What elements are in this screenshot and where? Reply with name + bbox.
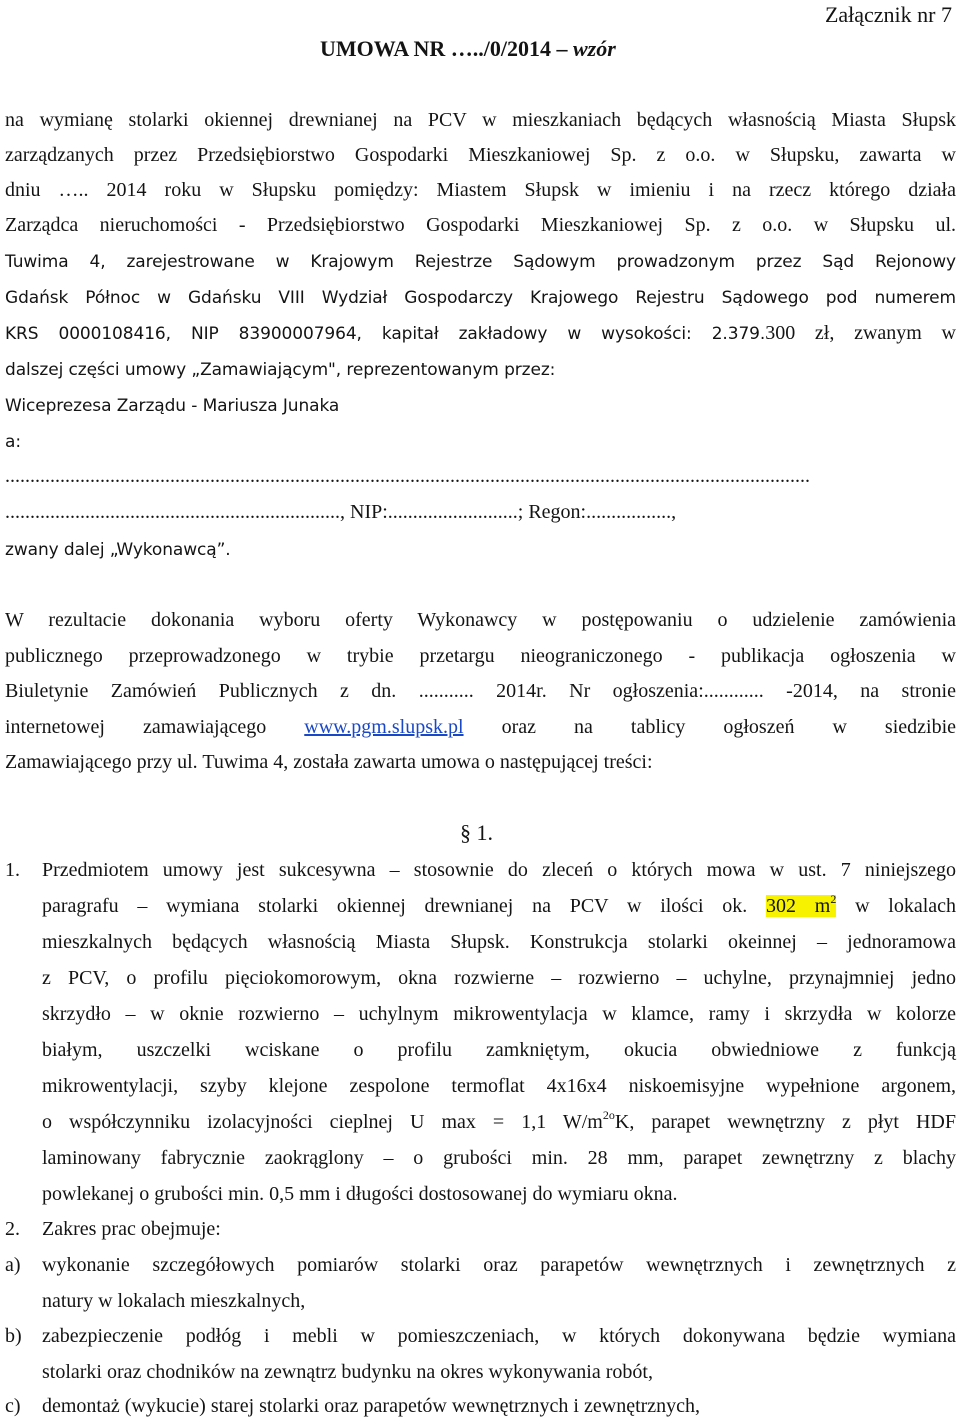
clause-line [42, 894, 956, 918]
clause-text: w lokalach [855, 895, 957, 917]
website-link[interactable]: www.pgm.slupsk.pl [304, 716, 464, 738]
intro-line: a: [5, 432, 21, 452]
intro-line: na wymianę stolarki okiennej drewnianej na PCV w mieszkaniach będących własnością Miasta Słupsk [5, 109, 956, 131]
result-line: Biuletynie Zamówień Publicznych z dn. ........... 2014r. Nr ogłoszenia:............ -2014, na stronie [5, 680, 956, 702]
clause-line: natury w lokalach mieszkalnych, [42, 1290, 306, 1312]
intro-line: Zarządca nieruchomości - Przedsiębiorstwo Gospodarki Mieszkaniowej Sp. z o.o. w Słupsku ul. [5, 214, 956, 236]
quantity-value: 302 m [766, 895, 831, 917]
clause-line [42, 1110, 956, 1134]
clause-text: paragrafu – wymiana stolarki okiennej drewnianej na PCV w ilości ok. [42, 895, 748, 917]
result-line: publicznego przeprowadzonego w trybie przetargu nieograniczonego - publikacja ogłoszenia w [5, 645, 956, 667]
intro-line [5, 321, 956, 346]
intro-line: Wiceprezesa Zarządu - Mariusza Junaka [5, 396, 340, 416]
clause-line: Zakres prac obejmuje: [42, 1218, 221, 1240]
quantity-unit-sup: 2 [830, 892, 837, 907]
intro-line: Gdańsk Północ w Gdańsku VIII Wydział Gospodarczy Krajowego Rejestru Sądowego pod numerem [5, 288, 956, 308]
result-text: oraz na tablicy ogłoszeń w siedzibie [501, 716, 957, 738]
list-number: 2. [5, 1218, 20, 1240]
clause-line: skrzydło – w oknie rozwierno – uchylnym mikrowentylacja w klamce, ramy i skrzydła w kolorze [42, 1003, 956, 1025]
clause-line: demontaż (wykucie) starej stolarki oraz parapetów wewnętrznych i zewnętrznych, [42, 1395, 701, 1417]
clause-line: białym, uszczelki wciskane o profilu zamkniętym, okucia obwiedniowe z funkcją [42, 1039, 956, 1061]
clause-line: wykonanie szczegółowych pomiarów stolarki oraz parapetów wewnętrznych i zewnętrznych z [42, 1254, 956, 1276]
clause-line: zabezpieczenie podłóg i mebli w pomieszczeniach, w których dokonywana będzie wymiana [42, 1325, 956, 1347]
clause-line: laminowany fabrycznie zaokrąglony – o grubości min. 28 mm, parapet zewnętrzny z blachy [42, 1147, 956, 1169]
contract-title-draft: wzór [573, 36, 616, 61]
contractor-dotted-line: ................................................................................................................................................................. [5, 465, 810, 487]
contractor-nip-regon-line: ..................................................................., NIP:..........................; Regon:................., [5, 501, 677, 523]
intro-krs-text: KRS 0000108416, NIP 83900007964, kapitał zakładowy w wysokości: 2.379. [5, 324, 766, 344]
list-letter: b) [5, 1325, 22, 1347]
result-text: internetowej zamawiającego [5, 716, 267, 738]
clause-line: mieszkalnych będących własnością Miasta Słupsk. Konstrukcja stolarki okeinnej – jednoramowa [42, 931, 956, 953]
intro-line: zwany dalej „Wykonawcą”. [5, 540, 231, 560]
intro-line: Tuwima 4, zarejestrowane w Krajowym Rejestrze Sądowym prowadzonym przez Sąd Rejonowy [5, 252, 956, 272]
result-line: W rezultacie dokonania wyboru oferty Wykonawcy w postępowaniu o udzielenie zamówienia [5, 609, 956, 631]
list-number: 1. [5, 859, 20, 881]
unit-sup: 2o [602, 1108, 615, 1123]
clause-line: Przedmiotem umowy jest sukcesywna – stosownie do zleceń o których mowa w ust. 7 niniejszego [42, 859, 956, 881]
clause-line: mikrowentylacji, szyby klejone zespolone termoflat 4x16x4 niskoemisyjne wypełnione argonem, [42, 1075, 956, 1097]
intro-line: zarządzanych przez Przedsiębiorstwo Gospodarki Mieszkaniowej Sp. z o.o. w Słupsku, zawarta w [5, 144, 956, 166]
list-letter: c) [5, 1395, 21, 1417]
annex-label: Załącznik nr 7 [824, 2, 952, 27]
clause-text: K, parapet wewnętrzny z płyt HDF [614, 1111, 957, 1133]
intro-line: dalszej części umowy „Zamawiającym", reprezentowanym przez: [5, 360, 556, 380]
clause-line: powlekanej o grubości min. 0,5 mm i długości dostosowanej do wymiaru okna. [42, 1183, 678, 1205]
contract-title [320, 36, 616, 62]
clause-line: z PCV, o profilu pięciokomorowym, okna rozwierne – rozwierno – uchylne, przynajmniej jedno [42, 967, 956, 989]
list-letter: a) [5, 1254, 21, 1276]
result-line: Zamawiającego przy ul. Tuwima 4, została zawarta umowa o następującej treści: [5, 751, 653, 773]
clause-text: o współczynniku izolacyjności cieplnej U max = 1,1 W/m [42, 1111, 603, 1133]
contract-title-main: UMOWA NR …../0/2014 – [320, 36, 568, 61]
section-heading: § 1. [460, 820, 493, 845]
intro-capital-text: 300 zł, zwanym w [765, 322, 956, 344]
clause-line: stolarki oraz chodników na zewnątrz budynku na okres wykonywania robót, [42, 1361, 653, 1383]
highlighted-quantity [766, 892, 837, 917]
intro-line: dniu ….. 2014 roku w Słupsku pomiędzy: Miastem Słupsk w imieniu i na rzecz którego działa [5, 179, 956, 201]
result-line [5, 715, 956, 739]
